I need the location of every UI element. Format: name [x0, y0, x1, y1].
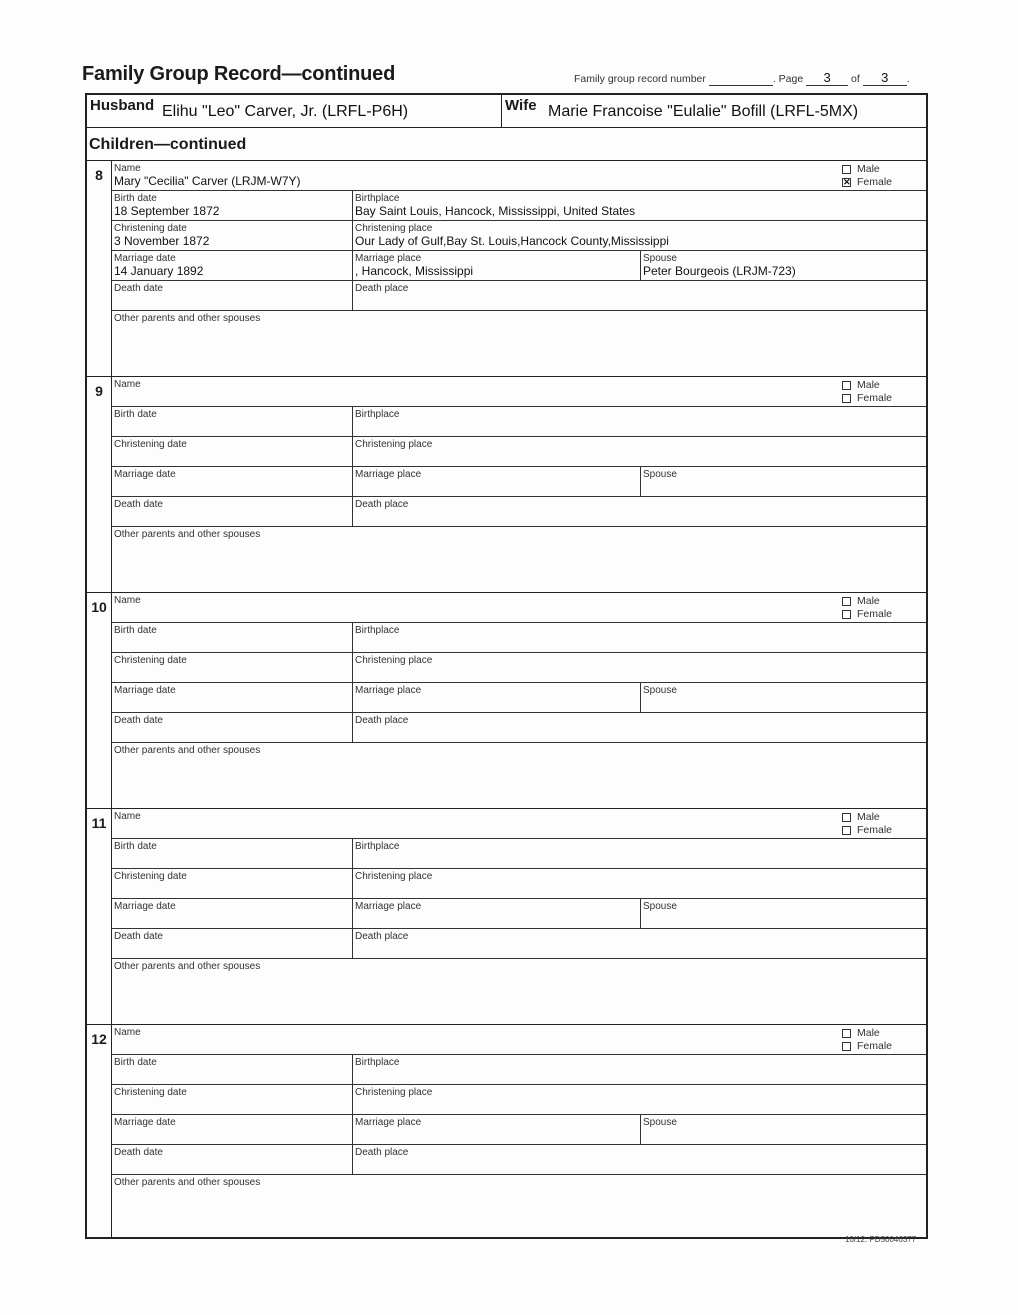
of-label: of	[851, 73, 860, 85]
female-label: Female	[856, 824, 892, 836]
birth-row	[112, 1055, 926, 1085]
spouse-field[interactable]	[641, 251, 926, 280]
christening-place-label: Christening place	[355, 223, 433, 234]
record-number-field[interactable]	[709, 73, 773, 86]
christening-place-field[interactable]	[353, 221, 926, 250]
female-option[interactable]	[842, 824, 892, 837]
birthplace-label: Birthplace	[355, 841, 400, 852]
spouse-label: Spouse	[643, 253, 677, 264]
death-row	[112, 713, 926, 743]
other-parents-label: Other parents and other spouses	[114, 961, 261, 972]
marriage-date-label: Marriage date	[114, 469, 176, 480]
marriage-place-label: Marriage place	[355, 253, 422, 264]
child-fields	[111, 1025, 926, 1237]
marriage-date-label: Marriage date	[114, 253, 176, 264]
death-date-field[interactable]	[112, 281, 353, 310]
christening-place-label: Christening place	[355, 439, 433, 450]
gender-options	[842, 1027, 892, 1053]
other-parents-field[interactable]	[112, 743, 926, 808]
marriage-date-field[interactable]	[112, 683, 353, 712]
christening-place-label: Christening place	[355, 1087, 433, 1098]
other-parents-field[interactable]	[112, 527, 926, 592]
other-parents-label: Other parents and other spouses	[114, 1177, 261, 1188]
birth-row	[112, 407, 926, 437]
male-option[interactable]	[842, 379, 892, 392]
name-field[interactable]	[112, 1025, 926, 1054]
marriage-row	[112, 1115, 926, 1145]
wife-name[interactable]: Marie Francoise "Eulalie" Bofill (LRFL-5MX)	[548, 103, 859, 120]
page-title: Family Group Record—continued	[82, 63, 396, 85]
death-row	[112, 1145, 926, 1175]
birth-date-field[interactable]	[112, 839, 353, 868]
spouse-field[interactable]	[641, 683, 926, 712]
christening-place-field[interactable]	[353, 869, 926, 898]
marriage-date-field[interactable]	[112, 1115, 353, 1144]
christening-place-label: Christening place	[355, 871, 433, 882]
marriage-row	[112, 899, 926, 929]
birthplace-label: Birthplace	[355, 625, 400, 636]
marriage-date-field[interactable]	[112, 899, 353, 928]
death-row	[112, 497, 926, 527]
name-row	[112, 377, 926, 407]
gender-options	[842, 163, 892, 189]
husband-label: Husband	[90, 97, 155, 114]
birthplace-label: Birthplace	[355, 409, 400, 420]
marriage-row	[112, 467, 926, 497]
birth-date-label: Birth date	[114, 1057, 157, 1068]
page-label: Page	[778, 73, 804, 85]
spouse-label: Spouse	[643, 685, 677, 696]
christening-row	[112, 653, 926, 683]
wife-label: Wife	[505, 97, 537, 114]
female-option[interactable]	[842, 176, 892, 189]
marriage-place-field[interactable]	[353, 683, 641, 712]
marriage-place-value: , Hancock, Mississippi	[355, 264, 474, 278]
male-option[interactable]	[842, 595, 892, 608]
christening-date-label: Christening date	[114, 439, 187, 450]
male-checkbox[interactable]	[842, 381, 851, 390]
marriage-place-field[interactable]	[353, 467, 641, 496]
male-label: Male	[856, 1027, 880, 1039]
child-record	[87, 161, 926, 377]
other-parents-field[interactable]	[112, 959, 926, 1024]
form-code: 10/12. PD50046377	[845, 1235, 917, 1244]
name-row	[112, 809, 926, 839]
birth-date-value: 18 September 1872	[114, 204, 220, 218]
death-place-label: Death place	[355, 283, 409, 294]
name-row	[112, 161, 926, 191]
name-label: Name	[114, 1027, 141, 1038]
female-label: Female	[856, 1040, 892, 1052]
male-checkbox[interactable]	[842, 597, 851, 606]
birthplace-field[interactable]	[353, 407, 926, 436]
birth-date-label: Birth date	[114, 193, 157, 204]
death-date-field[interactable]	[112, 1145, 353, 1174]
female-option[interactable]	[842, 608, 892, 621]
marriage-place-field[interactable]	[353, 899, 641, 928]
female-checkbox[interactable]	[842, 826, 851, 835]
gender-options	[842, 379, 892, 405]
christening-row	[112, 221, 926, 251]
marriage-date-label: Marriage date	[114, 685, 176, 696]
christening-date-label: Christening date	[114, 871, 187, 882]
christening-date-field[interactable]	[112, 653, 353, 682]
child-fields	[111, 161, 926, 376]
christening-place-field[interactable]	[353, 1085, 926, 1114]
birth-date-field[interactable]	[112, 407, 353, 436]
death-row	[112, 929, 926, 959]
death-date-field[interactable]	[112, 713, 353, 742]
marriage-date-field[interactable]	[112, 251, 353, 280]
page-total-field[interactable]: 3	[863, 70, 907, 86]
marriage-place-label: Marriage place	[355, 469, 422, 480]
death-date-label: Death date	[114, 1147, 163, 1158]
other-parents-label: Other parents and other spouses	[114, 313, 261, 324]
child-number: 9	[95, 383, 103, 399]
child-record	[87, 809, 926, 1025]
spouse-label: Spouse	[643, 901, 677, 912]
birthplace-label: Birthplace	[355, 1057, 400, 1068]
child-number: 12	[91, 1031, 107, 1047]
male-label: Male	[856, 811, 880, 823]
marriage-date-field[interactable]	[112, 467, 353, 496]
birth-date-label: Birth date	[114, 625, 157, 636]
female-label: Female	[856, 392, 892, 404]
marriage-place-label: Marriage place	[355, 685, 422, 696]
male-checkbox[interactable]	[842, 165, 851, 174]
name-field[interactable]	[112, 377, 926, 406]
male-checkbox[interactable]	[842, 813, 851, 822]
birth-date-field[interactable]	[112, 1055, 353, 1084]
birthplace-field[interactable]	[353, 839, 926, 868]
marriage-date-label: Marriage date	[114, 901, 176, 912]
name-field[interactable]	[112, 161, 926, 190]
christening-date-label: Christening date	[114, 223, 187, 234]
female-checkbox[interactable]	[842, 1042, 851, 1051]
death-date-label: Death date	[114, 931, 163, 942]
marriage-place-field[interactable]	[353, 1115, 641, 1144]
christening-date-field[interactable]	[112, 869, 353, 898]
children-list	[87, 161, 926, 1237]
other-parents-label: Other parents and other spouses	[114, 529, 261, 540]
children-heading: Children—continued	[87, 128, 926, 161]
gender-options	[842, 595, 892, 621]
birth-date-field[interactable]	[112, 191, 353, 220]
death-date-field[interactable]	[112, 497, 353, 526]
other-parents-field[interactable]	[112, 1175, 926, 1237]
wife-section	[502, 95, 926, 127]
christening-row	[112, 437, 926, 467]
husband-section	[87, 95, 502, 127]
birth-row	[112, 191, 926, 221]
death-place-field[interactable]	[353, 497, 926, 526]
birth-date-field[interactable]	[112, 623, 353, 652]
death-place-label: Death place	[355, 931, 409, 942]
death-place-label: Death place	[355, 499, 409, 510]
husband-name[interactable]: Elihu "Leo" Carver, Jr. (LRFL-P6H)	[162, 103, 409, 120]
name-label: Name	[114, 595, 141, 606]
death-place-label: Death place	[355, 1147, 409, 1158]
christening-place-field[interactable]	[353, 437, 926, 466]
christening-place-value: Our Lady of Gulf,Bay St. Louis,Hancock County,Mississippi	[355, 234, 669, 248]
child-number: 11	[91, 815, 107, 831]
male-checkbox[interactable]	[842, 1029, 851, 1038]
female-option[interactable]	[842, 1040, 892, 1053]
christening-place-field[interactable]	[353, 653, 926, 682]
death-place-field[interactable]	[353, 281, 926, 310]
marriage-place-label: Marriage place	[355, 1117, 422, 1128]
record-number-line: Family group record number . Page 3 of 3 .	[574, 70, 910, 85]
christening-date-field[interactable]	[112, 437, 353, 466]
christening-place-label: Christening place	[355, 655, 433, 666]
child-number: 10	[91, 599, 107, 615]
name-row	[112, 1025, 926, 1055]
death-date-label: Death date	[114, 499, 163, 510]
male-label: Male	[856, 379, 880, 391]
male-option[interactable]	[842, 1027, 892, 1040]
child-number: 8	[95, 167, 103, 183]
death-place-field[interactable]	[353, 713, 926, 742]
female-checkbox[interactable]	[842, 178, 851, 187]
spouse-field[interactable]	[641, 1115, 926, 1144]
spouse-field[interactable]	[641, 899, 926, 928]
name-field[interactable]	[112, 809, 926, 838]
death-place-field[interactable]	[353, 1145, 926, 1174]
female-checkbox[interactable]	[842, 610, 851, 619]
death-place-field[interactable]	[353, 929, 926, 958]
page-number-field[interactable]: 3	[806, 70, 848, 86]
marriage-place-label: Marriage place	[355, 901, 422, 912]
female-label: Female	[856, 608, 892, 620]
male-option[interactable]	[842, 163, 892, 176]
name-label: Name	[114, 379, 141, 390]
female-label: Female	[856, 176, 892, 188]
name-label: Name	[114, 163, 141, 174]
death-date-field[interactable]	[112, 929, 353, 958]
record-number-label: Family group record number	[574, 73, 706, 85]
spouse-field[interactable]	[641, 467, 926, 496]
birthplace-field[interactable]	[353, 623, 926, 652]
marriage-row	[112, 683, 926, 713]
other-parents-field[interactable]	[112, 311, 926, 376]
child-record	[87, 593, 926, 809]
christening-row	[112, 869, 926, 899]
christening-date-field[interactable]	[112, 221, 353, 250]
death-date-label: Death date	[114, 715, 163, 726]
birthplace-field[interactable]	[353, 191, 926, 220]
male-label: Male	[856, 163, 880, 175]
marriage-place-field[interactable]	[353, 251, 641, 280]
death-place-label: Death place	[355, 715, 409, 726]
christening-date-label: Christening date	[114, 1087, 187, 1098]
spouse-label: Spouse	[643, 1117, 677, 1128]
name-value: Mary "Cecilia" Carver (LRJM-W7Y)	[114, 174, 301, 188]
birth-row	[112, 839, 926, 869]
marriage-row	[112, 251, 926, 281]
female-checkbox[interactable]	[842, 394, 851, 403]
child-fields	[111, 809, 926, 1024]
birth-date-label: Birth date	[114, 841, 157, 852]
christening-date-label: Christening date	[114, 655, 187, 666]
christening-row	[112, 1085, 926, 1115]
birthplace-value: Bay Saint Louis, Hancock, Mississippi, United States	[355, 204, 636, 218]
spouse-value: Peter Bourgeois (LRJM-723)	[643, 264, 796, 278]
marriage-date-value: 14 January 1892	[114, 264, 204, 278]
gender-options	[842, 811, 892, 837]
child-fields	[111, 593, 926, 808]
child-record	[87, 377, 926, 593]
death-date-label: Death date	[114, 283, 163, 294]
marriage-date-label: Marriage date	[114, 1117, 176, 1128]
male-label: Male	[856, 595, 880, 607]
spouse-label: Spouse	[643, 469, 677, 480]
name-label: Name	[114, 811, 141, 822]
name-row	[112, 593, 926, 623]
child-fields	[111, 377, 926, 592]
christening-date-value: 3 November 1872	[114, 234, 210, 248]
birthplace-label: Birthplace	[355, 193, 400, 204]
male-option[interactable]	[842, 811, 892, 824]
birthplace-field[interactable]	[353, 1055, 926, 1084]
birth-date-label: Birth date	[114, 409, 157, 420]
female-option[interactable]	[842, 392, 892, 405]
other-parents-label: Other parents and other spouses	[114, 745, 261, 756]
christening-date-field[interactable]	[112, 1085, 353, 1114]
birth-row	[112, 623, 926, 653]
couple-row	[87, 95, 926, 128]
death-row	[112, 281, 926, 311]
name-field[interactable]	[112, 593, 926, 622]
family-group-form	[85, 93, 928, 1239]
child-record	[87, 1025, 926, 1237]
